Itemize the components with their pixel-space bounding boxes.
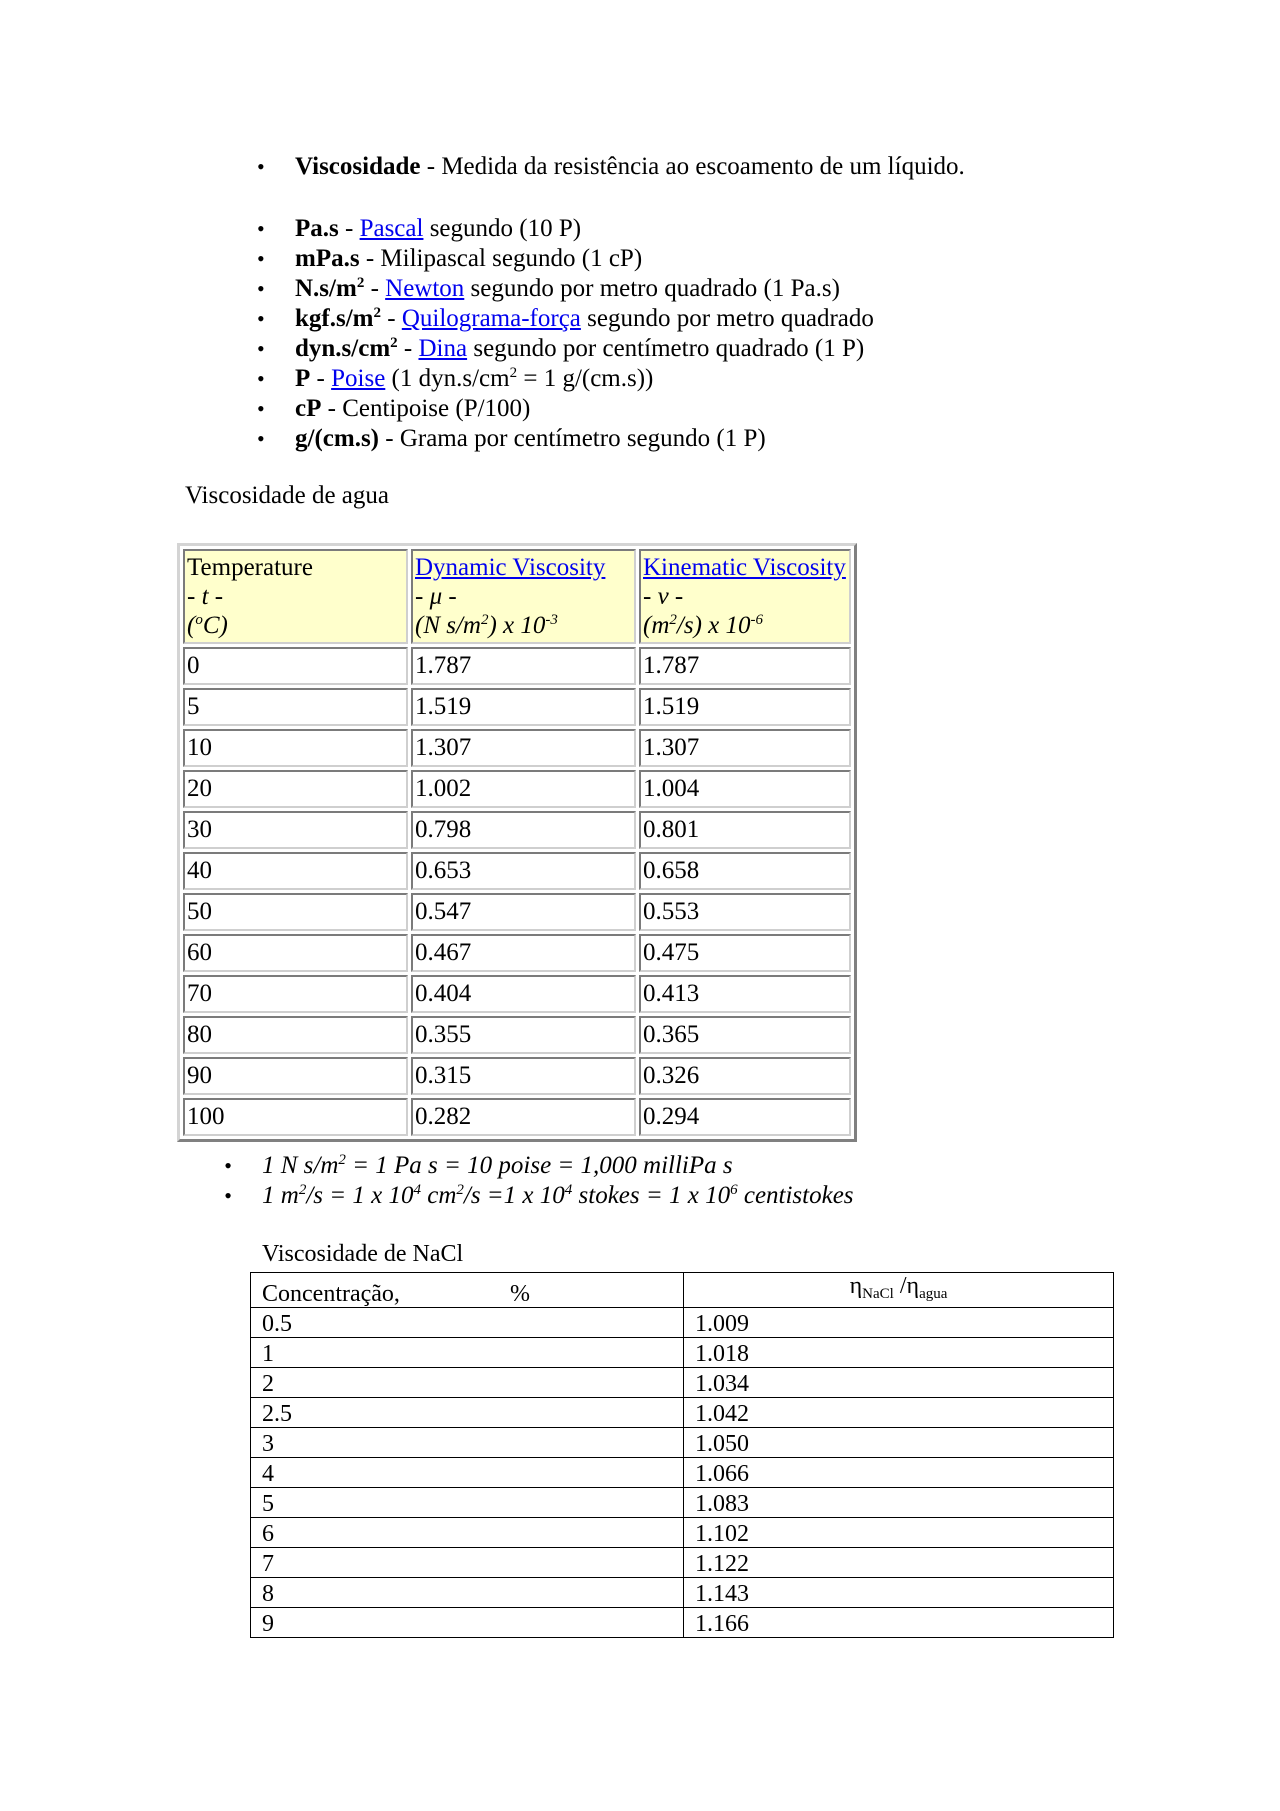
dynamic-viscosity-cell: 1.787 bbox=[411, 647, 636, 685]
units-list bbox=[295, 214, 874, 454]
dynamic-viscosity-cell: 0.547 bbox=[411, 893, 636, 931]
dynamic-viscosity-cell: 0.404 bbox=[411, 975, 636, 1013]
concentration-cell: 8 bbox=[251, 1578, 684, 1608]
header-kinematic-viscosity: Kinematic Viscosity - ν - $(m^2/s)$ x $10^{-6}$ bbox=[639, 549, 851, 644]
table-row bbox=[183, 770, 851, 808]
dynamic-viscosity-cell: 0.282 bbox=[411, 1098, 636, 1136]
temperature-cell: 40 bbox=[183, 852, 408, 890]
list-item bbox=[295, 304, 874, 334]
list-item bbox=[295, 394, 874, 424]
conversion-notes bbox=[262, 1151, 854, 1211]
viscosity-ratio-cell: 1.034 bbox=[684, 1368, 1114, 1398]
temperature-cell: 0 bbox=[183, 647, 408, 685]
temperature-cell: 100 bbox=[183, 1098, 408, 1136]
kinematic-viscosity-cell: 0.801 bbox=[639, 811, 851, 849]
viscosity-ratio-cell: 1.143 bbox=[684, 1578, 1114, 1608]
separator: - bbox=[338, 215, 360, 242]
dynamic-viscosity-cell: 0.653 bbox=[411, 852, 636, 890]
table-row bbox=[183, 1016, 851, 1054]
separator: - bbox=[364, 275, 386, 302]
unit-description: Grama por centímetro segundo (1 P) bbox=[399, 425, 766, 452]
temperature-cell: 10 bbox=[183, 729, 408, 767]
link-dina[interactable]: Dina bbox=[418, 335, 468, 362]
link-poise[interactable]: Poise bbox=[331, 365, 386, 392]
unit-description: segundo (10 P) bbox=[423, 215, 582, 242]
table-row bbox=[183, 811, 851, 849]
concentration-cell: 1 bbox=[251, 1338, 684, 1368]
unit-term: $kgf.s/m^2$ bbox=[295, 305, 381, 332]
temperature-cell: 90 bbox=[183, 1057, 408, 1095]
kinematic-viscosity-cell: 0.475 bbox=[639, 934, 851, 972]
kinematic-viscosity-cell: 0.294 bbox=[639, 1098, 851, 1136]
table-row bbox=[251, 1518, 1114, 1548]
separator: - bbox=[397, 335, 419, 362]
table-header-row bbox=[251, 1273, 1114, 1308]
concentration-cell: 5 bbox=[251, 1488, 684, 1518]
table-row bbox=[183, 934, 851, 972]
concentration-cell: 7 bbox=[251, 1548, 684, 1578]
table-row bbox=[251, 1458, 1114, 1488]
concentration-cell: 2 bbox=[251, 1368, 684, 1398]
unit-term: Pa.s bbox=[295, 215, 339, 242]
separator: - bbox=[359, 245, 381, 272]
concentration-cell: 4 bbox=[251, 1458, 684, 1488]
table-row bbox=[251, 1578, 1114, 1608]
separator: - bbox=[420, 153, 442, 180]
table-row bbox=[183, 688, 851, 726]
term: Viscosidade bbox=[295, 153, 421, 180]
unit-term: $dyn.s/cm^2$ bbox=[295, 335, 398, 362]
table-row bbox=[251, 1548, 1114, 1578]
kinematic-viscosity-cell: 1.004 bbox=[639, 770, 851, 808]
table-row bbox=[183, 1057, 851, 1095]
table-row bbox=[251, 1308, 1114, 1338]
kinematic-viscosity-cell: 1.787 bbox=[639, 647, 851, 685]
table-row bbox=[183, 647, 851, 685]
list-item bbox=[295, 152, 965, 182]
intro-list bbox=[295, 152, 965, 182]
unit-description: (1 $dyn.s/cm^2 = 1$ g/(cm.s)) bbox=[385, 365, 654, 392]
table-row bbox=[251, 1608, 1114, 1638]
viscosity-ratio-cell: 1.018 bbox=[684, 1338, 1114, 1368]
viscosity-ratio-cell: 1.122 bbox=[684, 1548, 1114, 1578]
table-row bbox=[183, 729, 851, 767]
temperature-cell: 70 bbox=[183, 975, 408, 1013]
unit-description: segundo por centímetro quadrado (1 P) bbox=[467, 335, 865, 362]
table-row bbox=[251, 1338, 1114, 1368]
kinematic-viscosity-cell: 0.658 bbox=[639, 852, 851, 890]
separator: - bbox=[310, 365, 332, 392]
list-item bbox=[295, 364, 874, 394]
link-pascal[interactable]: Pascal bbox=[359, 215, 424, 242]
temperature-cell: 30 bbox=[183, 811, 408, 849]
viscosity-ratio-cell: 1.166 bbox=[684, 1608, 1114, 1638]
separator: - bbox=[379, 425, 400, 452]
unit-term: mPa.s bbox=[295, 245, 360, 272]
viscosity-ratio-cell: 1.009 bbox=[684, 1308, 1114, 1338]
temperature-cell: 50 bbox=[183, 893, 408, 931]
water-viscosity-table bbox=[177, 543, 857, 1142]
table-row bbox=[183, 975, 851, 1013]
dynamic-viscosity-cell: 0.467 bbox=[411, 934, 636, 972]
list-item bbox=[295, 244, 874, 274]
kinematic-viscosity-cell: 0.326 bbox=[639, 1057, 851, 1095]
unit-description: Centipoise (P/100) bbox=[342, 395, 531, 422]
link-dynamic-viscosity[interactable]: Dynamic Viscosity bbox=[415, 554, 606, 581]
nacl-viscosity-table bbox=[250, 1272, 1114, 1638]
concentration-cell: 2.5 bbox=[251, 1398, 684, 1428]
list-item bbox=[295, 274, 874, 304]
table-row bbox=[251, 1488, 1114, 1518]
kinematic-viscosity-cell: 1.519 bbox=[639, 688, 851, 726]
dynamic-viscosity-cell: 1.519 bbox=[411, 688, 636, 726]
table-row bbox=[183, 893, 851, 931]
dynamic-viscosity-cell: 1.307 bbox=[411, 729, 636, 767]
temperature-cell: 5 bbox=[183, 688, 408, 726]
kinematic-viscosity-cell: 0.413 bbox=[639, 975, 851, 1013]
header-viscosity-ratio: $\eta_{NaCl}$ $/\eta_{agua}$ bbox=[684, 1273, 1114, 1308]
viscosity-ratio-cell: 1.102 bbox=[684, 1518, 1114, 1548]
unit-term: P bbox=[295, 365, 311, 392]
header-dynamic-viscosity: Dynamic Viscosity - μ - (N $s/m^2$) x $10^{-3}$ bbox=[411, 549, 636, 644]
kinematic-viscosity-cell: 0.365 bbox=[639, 1016, 851, 1054]
viscosity-ratio-cell: 1.042 bbox=[684, 1398, 1114, 1428]
table-row bbox=[251, 1368, 1114, 1398]
unit-description: Milipascal segundo (1 cP) bbox=[380, 245, 643, 272]
table-row bbox=[251, 1428, 1114, 1458]
dynamic-viscosity-cell: 0.355 bbox=[411, 1016, 636, 1054]
temperature-cell: 80 bbox=[183, 1016, 408, 1054]
concentration-cell: 6 bbox=[251, 1518, 684, 1548]
table-row bbox=[183, 852, 851, 890]
temperature-cell: 20 bbox=[183, 770, 408, 808]
table-header-row bbox=[183, 549, 851, 644]
dynamic-viscosity-cell: 1.002 bbox=[411, 770, 636, 808]
kinematic-viscosity-cell: 0.553 bbox=[639, 893, 851, 931]
list-item: • 1 $m^2/s = 1$ x $10^4$ $cm^2/s =1$ x $10^4$ stokes = 1 x $10^6$ centistokes bbox=[262, 1181, 854, 1211]
table-row bbox=[183, 1098, 851, 1136]
unit-description: segundo por metro quadrado bbox=[580, 305, 874, 332]
list-item bbox=[295, 424, 874, 454]
viscosity-ratio-cell: 1.066 bbox=[684, 1458, 1114, 1488]
unit-term: $N.s/m^2$ bbox=[295, 275, 365, 302]
link-kinematic-viscosity[interactable]: Kinematic Viscosity bbox=[643, 554, 846, 581]
unit-description: segundo por metro quadrado (1 Pa.s) bbox=[464, 275, 840, 302]
temperature-cell: 60 bbox=[183, 934, 408, 972]
header-concentration: Concentração, % bbox=[251, 1273, 684, 1308]
definition: Medida da resistência ao escoamento de um líquido. bbox=[441, 153, 965, 180]
list-item bbox=[295, 334, 874, 364]
viscosity-ratio-cell: 1.050 bbox=[684, 1428, 1114, 1458]
concentration-cell: 0.5 bbox=[251, 1308, 684, 1338]
table-row bbox=[251, 1398, 1114, 1428]
dynamic-viscosity-cell: 0.798 bbox=[411, 811, 636, 849]
concentration-cell: 9 bbox=[251, 1608, 684, 1638]
dynamic-viscosity-cell: 0.315 bbox=[411, 1057, 636, 1095]
unit-term: cP bbox=[295, 395, 322, 422]
kinematic-viscosity-cell: 1.307 bbox=[639, 729, 851, 767]
header-temperature: Temperature - t - ($^o$C) bbox=[183, 549, 408, 644]
nacl-table-caption: Viscosidade de NaCl bbox=[262, 1241, 464, 1267]
list-item: • 1 N $s/m^2 = 1$ Pa s = 10 poise = 1,000 milliPa s bbox=[262, 1151, 854, 1181]
list-item bbox=[295, 214, 874, 244]
unit-term: g/(cm.s) bbox=[295, 425, 379, 452]
separator: - bbox=[321, 395, 343, 422]
concentration-cell: 3 bbox=[251, 1428, 684, 1458]
link-newton[interactable]: Newton bbox=[385, 275, 465, 302]
separator: - bbox=[380, 305, 402, 332]
link-quilograma-forca[interactable]: Quilograma-força bbox=[401, 305, 581, 332]
water-table-caption: Viscosidade de agua bbox=[185, 482, 389, 509]
viscosity-ratio-cell: 1.083 bbox=[684, 1488, 1114, 1518]
